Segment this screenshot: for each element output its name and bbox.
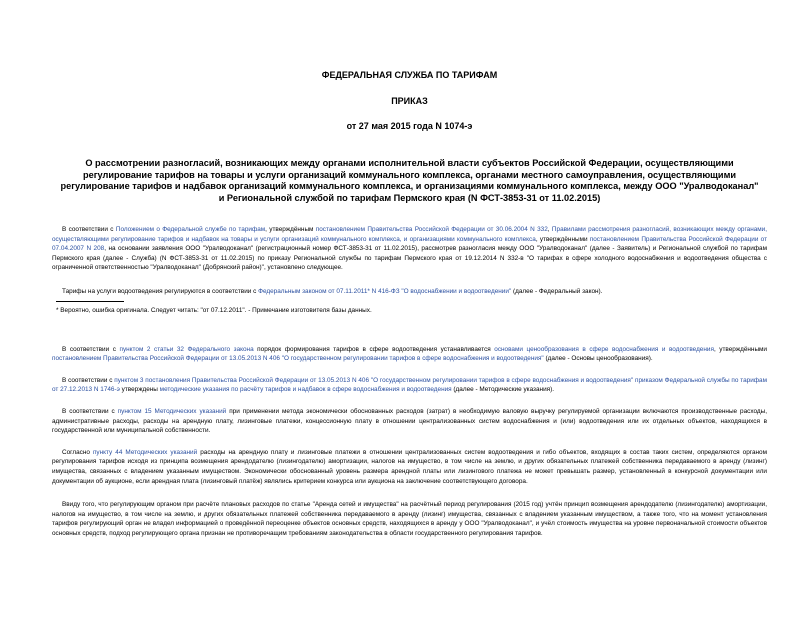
link-methodical-guidelines[interactable]: методические указания по расчёту тарифов и надбавок в сфере водоснабжения и водоотведения	[159, 386, 452, 394]
text: (далее - Методические указания).	[451, 386, 554, 394]
text: (далее - Федеральный закон).	[511, 287, 603, 295]
footnote-divider	[56, 301, 124, 302]
text: , утверждённым	[265, 226, 316, 233]
link-dispute-rules[interactable]: Правилами рассмотрения разногласий, возникающих между органами, осуществляющими регулирование тарифов и надбавок на товары и услуги организаций коммунального комплекса, и организациями коммунального комплекса	[52, 226, 768, 243]
agency-name: ФЕДЕРАЛЬНАЯ СЛУЖБА ПО ТАРИФАМ	[321, 70, 498, 80]
link-decree-332[interactable]: постановлением Правительства Российской Федерации от 30.06.2004 N 332	[315, 226, 548, 233]
text: В соответствии с	[62, 345, 120, 353]
paragraph-item-44	[52, 448, 767, 486]
paragraph-methodology	[52, 376, 767, 395]
document-title: О рассмотрении разногласий, возникающих между органами исполнительной власти субъектов Российской Федерации, осуществляющими регулирование тарифов на товары и услуги организаций коммунального комплекса, органами местного самоуправления, осуществляющими регулирование тарифов и надбавок организаций коммунального комплекса, и организациями коммунального комплекса, между ООО "Уралводоканал" и Региональной службой по тарифам Пермского края (N ФСТ-3853-31 от 11.02.2015)	[60, 158, 759, 203]
link-order-1746[interactable]: приказом Федеральной службы по тарифам от 27.12.2013 N 1746-э	[52, 376, 767, 394]
text: расходы на арендную плату и лизинговые платежи в отношении централизованных систем водоотведения и гибо объектов, входящих в состав таких систем, определяются органом регулирования тарифов исходя из принципа возмещения арендодателю (лизингодателю) амортизации, налогов на имущество, в том числе на землю, и других обязательных платежей собственника передаваемого в аренду (лизинг) имущества, связанных с владением указанным имуществом. Экономически обоснованный уровень размера арендной платы или лизингового платежа не может превышать размер, установленный в конкурсной документации или документации об аукционе, если арендная плата (лизинговый платёж) являлись критерием конкурса или аукциона на заключение соответствующего договора.	[52, 448, 767, 485]
document-page	[0, 70, 807, 641]
paragraph-item-15	[52, 407, 767, 436]
paragraph-tariff-law	[52, 287, 767, 297]
link-fst-regulation[interactable]: Положением о Федеральной службе по тарифам	[115, 226, 266, 233]
paragraph-conclusion: Ввиду того, что регулирующим органом при расчёте плановых расходов по статье "Аренда сетей и имущества" на расчётный период регулирования (2015 год) учтён принцип возмещения арендодателю (лизингодателю) амортизации, налогов на имущество, в том числе на землю, и других обязательных платежей собственника передаваемого в аренду (лизинг) имущества, связанных с владением указанным имуществом, а также того, что на момент установления тарифов регулирующий орган не владел информацией о проведённой переоценке объектов основных средств, находящихся в аренду у ООО "Уралводоканал", и учёл стоимость имущества на уровне первоначальной стоимости объектов основных средств, подход регулирующего органа признан не противоречащим требованиям законодательства в области государственного регулирования тарифов.	[52, 501, 767, 537]
link-item-15[interactable]: пунктом 15 Методических указаний	[117, 407, 227, 415]
document-date-number: от 27 мая 2015 года N 1074-э	[346, 121, 473, 131]
link-decree-208[interactable]: постановлением Правительства Российской Федерации от 07.04.2007 N 208	[52, 235, 767, 253]
text: , утверждёнными	[535, 235, 590, 243]
paragraph-legal-basis	[52, 225, 767, 273]
link-decree-406-item-3[interactable]: пунктом 3 постановления Правительства Российской Федерации от 13.05.2013 N 406 "О государственном регулировании тарифов в сфере водоснабжения и водоотведения"	[114, 376, 634, 384]
link-article-32[interactable]: пунктом 2 статьи 32 Федерального закона	[119, 345, 254, 353]
footnote: * Вероятно, ошибка оригинала. Следует читать: "от 07.12.2011". - Примечание изготовителя базы данных.	[56, 306, 372, 314]
text: , утверждёнными	[713, 345, 767, 353]
document-type: ПРИКАЗ	[391, 96, 428, 106]
text: порядок формирования тарифов в сфере водоотведения устанавливается	[253, 345, 495, 353]
text: утверждены	[119, 386, 160, 394]
text: В соответствии с	[62, 407, 118, 415]
text: В соответствии с	[62, 376, 115, 384]
link-federal-law-416[interactable]: Федеральным законом от 07.11.2011* N 416-ФЗ "О водоснабжении и водоотведении"	[258, 287, 512, 295]
text: Согласно	[62, 448, 93, 456]
link-pricing-basics[interactable]: основами ценообразования в сфере водоснабжения и водоотведения	[494, 345, 714, 353]
text: В соответствии с	[62, 226, 116, 233]
link-decree-406[interactable]: постановлением Правительства Российской Федерации от 13.05.2013 N 406 "О государственном регулировании тарифов в сфере водоснабжения и водоотведения"	[52, 355, 544, 363]
text: (далее - Основы ценообразования).	[543, 355, 653, 363]
paragraph-pricing-basics	[52, 345, 767, 364]
link-item-44[interactable]: пункту 44 Методических указаний	[92, 448, 198, 456]
text: , на основании заявления ООО "Уралводоканал" (регистрационный номер ФСТ-3853-31 от 11.02.2015), рассмотрев разногласия между ООО "Уралводоканал" (далее - Заявитель) и Региональной службой по тарифам Пермского края (далее - Служба) (N ФСТ-3853-31 от 11.02.2015) по приказу Региональной службы по тарифам Пермского края от 19.12.2014 N 332-в "О тарифах в сфере холодного водоснабжения и водоотведения общества с ограниченной ответственностью "Уралводоканал" (Добрянский район)", установлено следующее.	[52, 245, 767, 272]
text: ,	[547, 226, 552, 233]
text: при применении метода экономически обоснованных расходов (затрат) в необходимую валовую выручку регулируемой организации включаются производственные расходы, административные расходы, расходы на арендную плату, лизинговые платежи, концессионную плату в отношении централизованных систем водоснабжения и (или) водоотведения или их отдельных объектов, находящихся в государственной или муниципальной собственности.	[52, 407, 767, 435]
text: Тарифы на услуги водоотведения регулируются в соответствии с	[62, 287, 259, 295]
